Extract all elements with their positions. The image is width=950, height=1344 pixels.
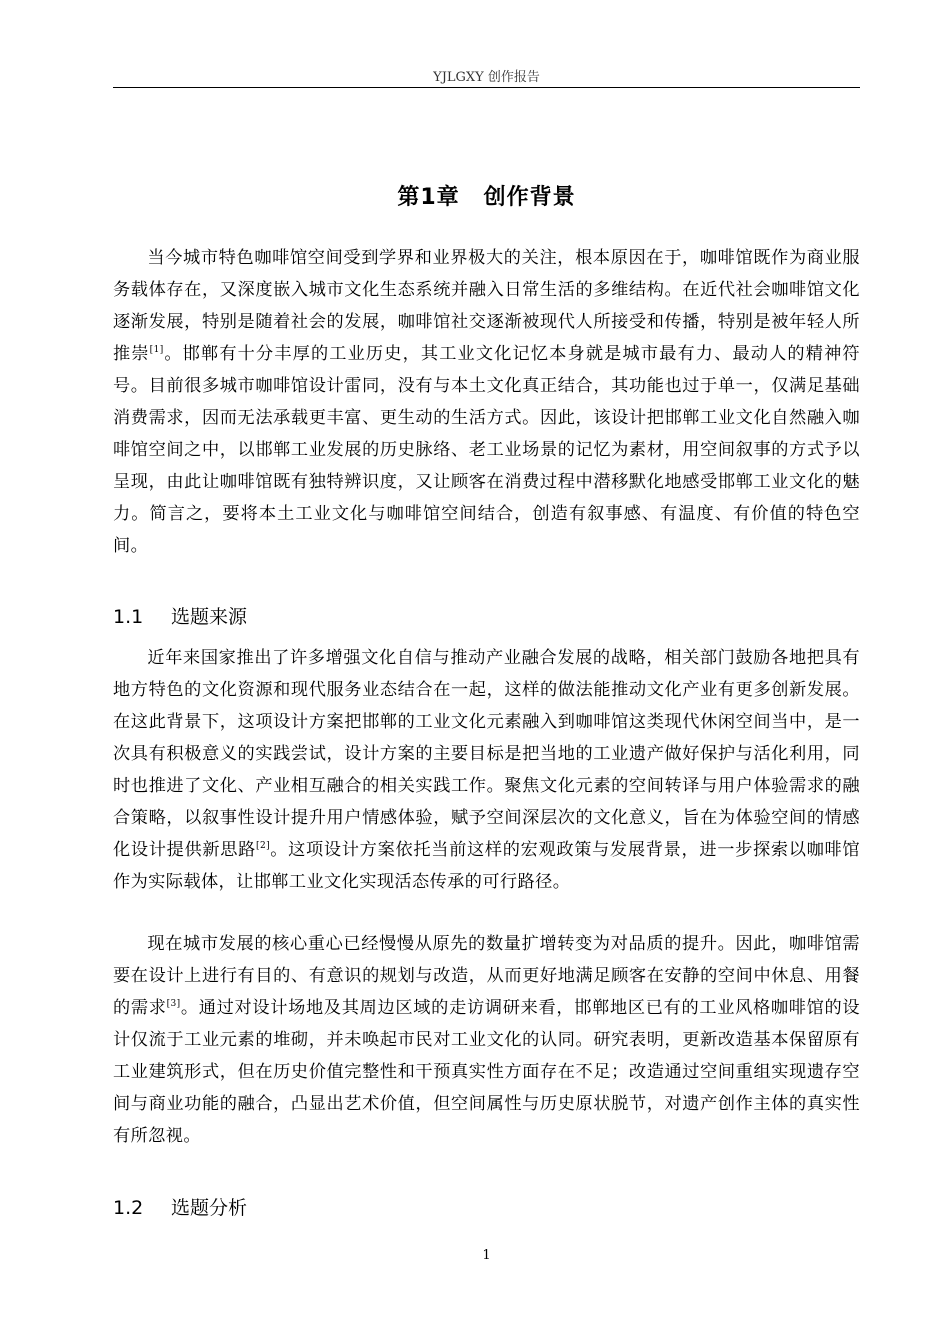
running-header: YJLGXY 创作报告 [433, 70, 540, 85]
intro-text-a: 当今城市特色咖啡馆空间受到学界和业界极大的关注，根本原因在于，咖啡馆既作为商业服务载体存在，又深度嵌入城市文化生态系统并融入日常生活的多维结构。在近代社会咖啡馆文化逐渐发展，特别是随着社会的发展，咖啡馆社交逐渐被现代人所接受和传播，特别是被年轻人所推崇 [113, 248, 860, 364]
header-rule [113, 87, 860, 88]
section-heading-1-2 [113, 1193, 247, 1220]
section-title: 选题来源 [171, 606, 248, 628]
chapter-title [113, 180, 860, 211]
paragraph-text-b: 。这项设计方案依托当前这样的宏观政策与发展背景，进一步探索以咖啡馆作为实际载体，让邯郸工业文化实现活态传承的可行路径。 [113, 840, 861, 892]
section-1-1-paragraph-2 [113, 928, 860, 1152]
citation-3: [3] [166, 999, 181, 1009]
section-1-1-paragraph-1 [113, 642, 860, 898]
paragraph-text-a: 近年来国家推出了许多增强文化自信与推动产业融合发展的战略，相关部门鼓励各地把具有地方特色的文化资源和现代服务业态结合在一起，这样的做法能推动文化产业有更多创新发展。在这此背景下，这项设计方案把邯郸的工业文化元素融入到咖啡馆这类现代休闲空间当中，是一次具有积极意义的实践尝试，设计方案的主要目标是把当地的工业遗产做好保护与活化利用，同时也推进了文化、产业相互融合的相关实践工作。聚焦文化元素的空间转译与用户体验需求的融合策略，以叙事性设计提升用户情感体验，赋予空间深层次的文化意义，旨在为体验空间的情感化设计提供新思路 [113, 648, 860, 860]
page-number: 1 [482, 1248, 491, 1263]
chapter-name: 创作背景 [483, 185, 576, 210]
paragraph-text-b: 。通过对设计场地及其周边区域的走访调研来看，邯郸地区已有的工业风格咖啡馆的设计仅流于工业元素的堆砌，并未唤起市民对工业文化的认同。研究表明，更新改造基本保留原有工业建筑形式，但在历史价值完整性和干预真实性方面存在不足；改造通过空间重组实现遗存空间与商业功能的融合，凸显出艺术价值，但空间属性与历史原状脱节，对遗产创作主体的真实性有所忽视。 [113, 998, 860, 1146]
intro-paragraph [113, 242, 860, 562]
citation-1: [1] [149, 345, 164, 355]
intro-text-b: 。邯郸有十分丰厚的工业历史，其工业文化记忆本身就是城市最有力、最动人的精神符号。目前很多城市咖啡馆设计雷同，没有与本土文化真正结合，其功能也过于单一，仅满足基础消费需求，因而无法承载更丰富、更生动的生活方式。因此，该设计把邯郸工业文化自然融入咖啡馆空间之中，以邯郸工业发展的历史脉络、老工业场景的记忆为素材，用空间叙事的方式予以呈现，由此让咖啡馆既有独特辨识度，又让顾客在消费过程中潜移默化地感受邯郸工业文化的魅力。简言之，要将本土工业文化与咖啡馆空间结合，创造有叙事感、有温度、有价值的特色空间。 [113, 344, 860, 556]
section-heading-1-1 [113, 602, 247, 629]
citation-2: [2] [256, 841, 270, 851]
section-number: 1.1 [113, 606, 144, 628]
paragraph-text-a: 现在城市发展的核心重心已经慢慢从原先的数量扩增转变为对品质的提升。因此，咖啡馆需要在设计上进行有目的、有意识的规划与改造，从而更好地满足顾客在安静的空间中休息、用餐的需求 [113, 934, 860, 1018]
section-number: 1.2 [113, 1197, 144, 1219]
chapter-number: 第1章 [397, 185, 460, 210]
section-title: 选题分析 [171, 1197, 248, 1219]
